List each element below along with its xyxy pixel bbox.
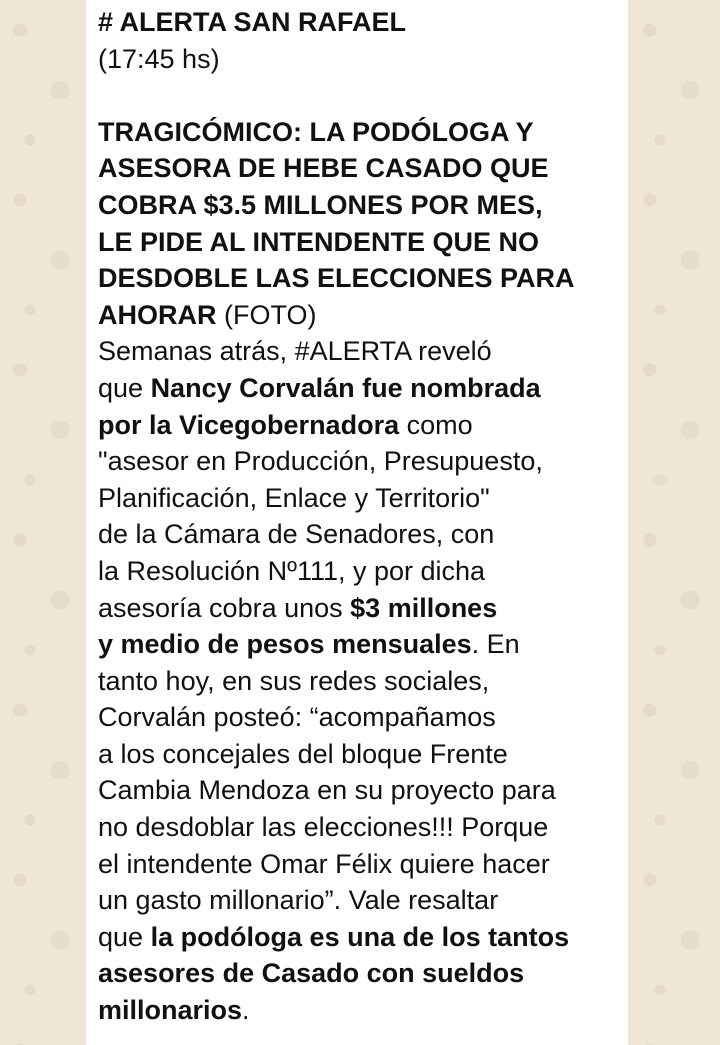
headline-line: DESDOBLE LAS ELECCIONES PARA	[98, 263, 575, 294]
body-line: por la Vicegobernadora como	[98, 409, 473, 440]
headline-line: TRAGICÓMICO: LA PODÓLOGA Y	[98, 116, 534, 147]
headline-line: AHORAR (FOTO)	[98, 299, 317, 330]
body-line: Planificación, Enlace y Territorio"	[98, 482, 490, 513]
body-line: asesoría cobra unos $3 millones	[98, 592, 498, 623]
body-line: el intendente Omar Félix quiere hacer	[98, 848, 550, 879]
headline-line: ASESORA DE HEBE CASADO QUE	[98, 153, 549, 184]
body-line: y medio de pesos mensuales. En	[98, 629, 520, 660]
body-line: a los concejales del bloque Frente	[98, 738, 508, 769]
body-line: que la podóloga es una de los tantos	[98, 921, 570, 952]
message-time: (17:45 hs)	[98, 43, 220, 74]
headline-line: LE PIDE AL INTENDENTE QUE NO	[98, 226, 540, 257]
body-line: "asesor en Producción, Presupuesto,	[98, 446, 543, 477]
body-line: que Nancy Corvalán fue nombrada	[98, 372, 541, 403]
headline-line: COBRA $3.5 MILLONES POR MES,	[98, 189, 543, 220]
message-text	[98, 4, 628, 1029]
body-line: un gasto millonario”. Vale resaltar	[98, 885, 499, 916]
body-line: Cambia Mendoza en su proyecto para	[98, 775, 556, 806]
body-line: de la Cámara de Senadores, con	[98, 519, 495, 550]
body-line: Semanas atrás, #ALERTA reveló	[98, 336, 492, 367]
body-line: tanto hoy, en sus redes sociales,	[98, 665, 490, 696]
spacer	[98, 77, 628, 114]
body-line: asesores de Casado con sueldos	[98, 958, 525, 989]
body-line: millonarios.	[98, 995, 250, 1026]
message-bubble[interactable]	[86, 0, 628, 1045]
body-line: no desdoblar las elecciones!!! Porque	[98, 812, 549, 843]
body-line: la Resolución Nº111, y por dicha	[98, 555, 486, 586]
body-line: Corvalán posteó: “acompañamos	[98, 702, 496, 733]
alert-title: # ALERTA SAN RAFAEL	[98, 7, 407, 37]
